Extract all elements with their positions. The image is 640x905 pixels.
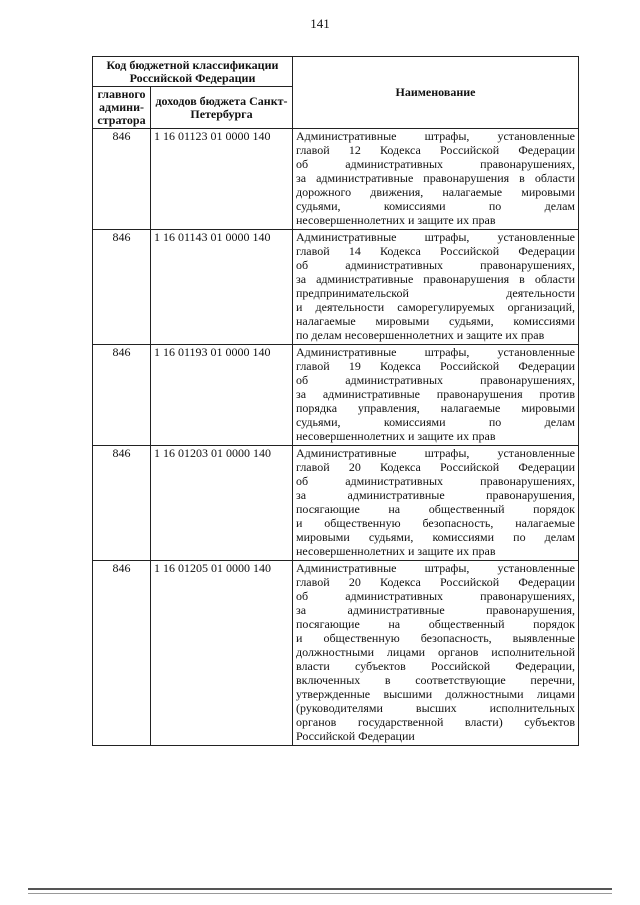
description-line: Административные штрафы, установленные <box>296 345 575 359</box>
description-line: за административные правонарушения в области <box>296 171 575 185</box>
description-line: несовершеннолетних и защите их прав <box>296 544 496 558</box>
description-line: порядка управления, налагаемые мировыми <box>296 401 575 415</box>
admin-code-cell: 846 <box>93 561 151 746</box>
description-line: дорожного движения, налагаемые мировыми <box>296 185 575 199</box>
description-line: об административных правонарушениях, <box>296 373 575 387</box>
admin-code-cell: 846 <box>93 129 151 230</box>
table-row <box>93 446 579 561</box>
income-code-cell: 1 16 01203 01 0000 140 <box>151 446 293 561</box>
description-line: мировыми судьями, комиссиями по делам <box>296 530 575 544</box>
budget-classification-table <box>92 56 579 746</box>
header-name: Наименование <box>293 57 579 129</box>
page-number: 141 <box>310 16 330 31</box>
description-line: по делам несовершеннолетних и защите их прав <box>296 328 545 342</box>
table-row <box>93 561 579 746</box>
admin-code-cell: 846 <box>93 230 151 345</box>
description-cell <box>293 561 579 746</box>
description-line: и деятельности саморегулируемых организаций, <box>296 300 575 314</box>
description-line: органов государственной власти) субъектов <box>296 715 575 729</box>
description-line: посягающие на общественный порядок <box>296 502 575 516</box>
description-line: об административных правонарушениях, <box>296 589 575 603</box>
income-code-cell: 1 16 01143 01 0000 140 <box>151 230 293 345</box>
header-income-code: доходов бюджета Санкт-Петербурга <box>151 87 293 129</box>
description-line: Административные штрафы, установленные <box>296 230 575 244</box>
footer-rule <box>28 888 612 890</box>
description-line: главой 14 Кодекса Российской Федерации <box>296 244 575 258</box>
description-line: об административных правонарушениях, <box>296 258 575 272</box>
description-line: главой 20 Кодекса Российской Федерации <box>296 575 575 589</box>
description-line: должностными лицами органов исполнительной <box>296 645 575 659</box>
description-cell <box>293 230 579 345</box>
header-admin-code: главного админи-стратора <box>93 87 151 129</box>
table-row <box>93 345 579 446</box>
income-code-cell: 1 16 01123 01 0000 140 <box>151 129 293 230</box>
admin-code-cell: 846 <box>93 345 151 446</box>
admin-code-cell: 846 <box>93 446 151 561</box>
description-line: судьями, комиссиями по делам <box>296 199 575 213</box>
description-line: власти субъектов Российской Федерации, <box>296 659 575 673</box>
description-cell <box>293 446 579 561</box>
description-line: налагаемые мировыми судьями, комиссиями <box>296 314 575 328</box>
income-code-cell: 1 16 01193 01 0000 140 <box>151 345 293 446</box>
description-cell <box>293 129 579 230</box>
table-body <box>93 129 579 746</box>
header-classification-code: Код бюджетной классификации Российской Федерации <box>93 57 293 87</box>
description-line: об административных правонарушениях, <box>296 474 575 488</box>
description-line: включенных в соответствующие перечни, <box>296 673 575 687</box>
table-row <box>93 129 579 230</box>
description-line: за административные правонарушения, <box>296 603 575 617</box>
description-line: за административные правонарушения против <box>296 387 575 401</box>
description-line: предпринимательской деятельности <box>296 286 575 300</box>
description-line: главой 12 Кодекса Российской Федерации <box>296 143 575 157</box>
description-line: посягающие на общественный порядок <box>296 617 575 631</box>
description-line: Административные штрафы, установленные <box>296 129 575 143</box>
description-line: об административных правонарушениях, <box>296 157 575 171</box>
description-line: Административные штрафы, установленные <box>296 446 575 460</box>
description-line: и общественную безопасность, налагаемые <box>296 516 575 530</box>
description-line: Административные штрафы, установленные <box>296 561 575 575</box>
description-line: за административные правонарушения в области <box>296 272 575 286</box>
description-line: Российской Федерации <box>296 729 415 743</box>
description-line: судьями, комиссиями по делам <box>296 415 575 429</box>
description-line: несовершеннолетних и защите их прав <box>296 213 496 227</box>
description-line: и общественную безопасность, выявленные <box>296 631 575 645</box>
description-line: за административные правонарушения, <box>296 488 575 502</box>
footer-rule-secondary <box>28 893 612 894</box>
income-code-cell: 1 16 01205 01 0000 140 <box>151 561 293 746</box>
description-line: главой 20 Кодекса Российской Федерации <box>296 460 575 474</box>
description-line: (руководителями высших исполнительных <box>296 701 575 715</box>
description-line: несовершеннолетних и защите их прав <box>296 429 496 443</box>
description-line: главой 19 Кодекса Российской Федерации <box>296 359 575 373</box>
description-cell <box>293 345 579 446</box>
description-line: утвержденные высшими должностными лицами <box>296 687 575 701</box>
table-row <box>93 230 579 345</box>
